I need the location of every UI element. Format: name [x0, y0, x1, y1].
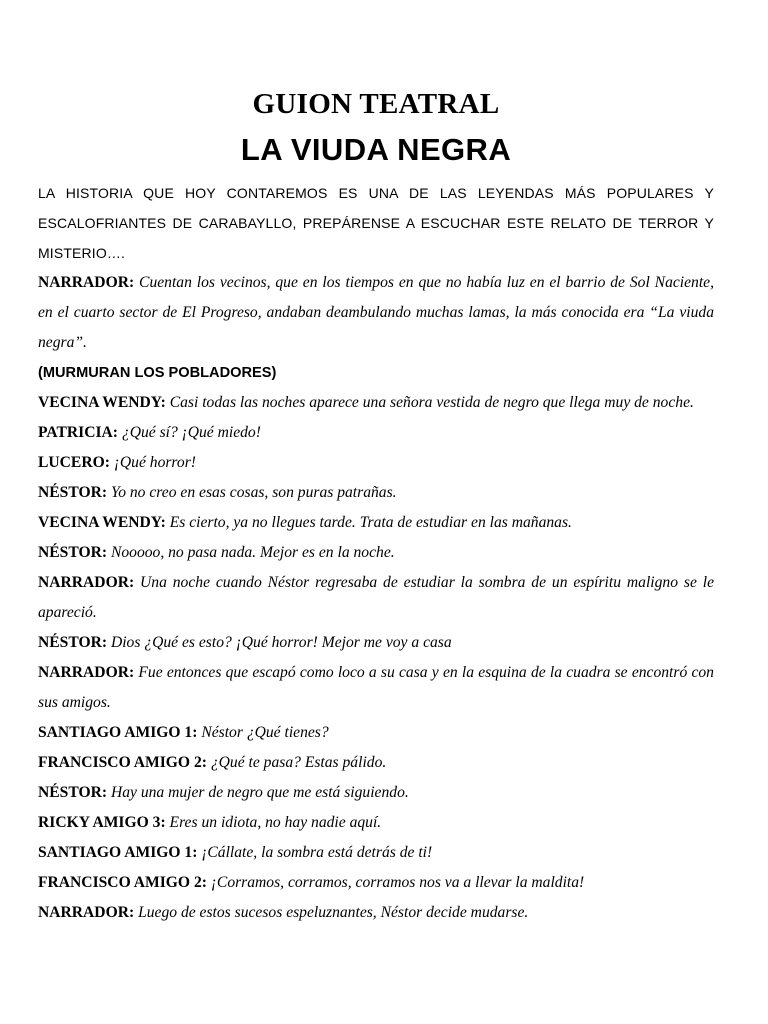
dialogue-line — [38, 718, 714, 748]
dialogue-line — [38, 748, 714, 778]
document-subtitle: GUION TEATRAL — [252, 88, 500, 120]
dialogue-line — [38, 418, 714, 448]
speaker-name: NÉSTOR: — [38, 634, 108, 651]
dialogue-text: ¡Qué horror! — [113, 454, 196, 471]
dialogue-text: Una noche cuando Néstor regresaba de estudiar la sombra de un espíritu maligno se le apareció. — [38, 574, 714, 621]
dialogue-line — [38, 778, 714, 808]
dialogue-line — [38, 478, 714, 508]
dialogue-text: ¡Cállate, la sombra está detrás de ti! — [201, 844, 433, 861]
play-title: LA VIUDA NEGRA — [240, 132, 512, 167]
dialogue-line — [38, 808, 714, 838]
stage-direction — [38, 358, 714, 388]
dialogue-line — [38, 868, 714, 898]
script-body — [38, 178, 714, 928]
script-page — [38, 86, 714, 928]
dialogue-line — [38, 898, 714, 928]
speaker-name: NARRADOR: — [38, 904, 135, 921]
speaker-name: VECINA WENDY: — [38, 514, 166, 531]
speaker-name: LUCERO: — [38, 454, 110, 471]
speaker-name: FRANCISCO AMIGO 2: — [38, 754, 207, 771]
speaker-name: PATRICIA: — [38, 424, 118, 441]
dialogue-line — [38, 568, 714, 628]
dialogue-line — [38, 268, 714, 358]
dialogue-text: Cuentan los vecinos, que en los tiempos en que no había luz en el barrio de Sol Naciente, en el cuarto sector de El Progreso, andaban deambulando muchas lamas, la más conocida era “La viuda negra”. — [38, 274, 714, 351]
intro-paragraph: LA HISTORIA QUE HOY CONTAREMOS ES UNA DE LAS LEYENDAS MÁS POPULARES Y ESCALOFRIANTES DE CARABAYLLO, PREPÁRENSE A ESCUCHAR ESTE RELATO DE TERROR Y MISTERIO…. — [38, 185, 714, 261]
dialogue-text: Hay una mujer de negro que me está siguiendo. — [110, 784, 409, 801]
dialogue-text: ¡Corramos, corramos, corramos nos va a llevar la maldita! — [210, 874, 585, 891]
stage-direction-text: (MURMURAN LOS POBLADORES) — [38, 365, 277, 381]
speaker-name: NÉSTOR: — [38, 784, 108, 801]
dialogue-line — [38, 448, 714, 478]
dialogue-text: Yo no creo en esas cosas, son puras patrañas. — [110, 484, 397, 501]
dialogue-text: Dios ¿Qué es esto? ¡Qué horror! Mejor me voy a casa — [110, 634, 452, 651]
dialogue-text: Es cierto, ya no llegues tarde. Trata de estudiar en las mañanas. — [169, 514, 572, 531]
dialogue-line — [38, 838, 714, 868]
speaker-name: NÉSTOR: — [38, 484, 108, 501]
dialogue-text: ¿Qué sí? ¡Qué miedo! — [121, 424, 261, 441]
script-lines — [38, 268, 714, 928]
dialogue-text: Fue entonces que escapó como loco a su casa y en la esquina de la cuadra se encontró con sus amigos. — [38, 664, 714, 711]
dialogue-line — [38, 508, 714, 538]
dialogue-text: Nooooo, no pasa nada. Mejor es en la noche. — [110, 544, 395, 561]
dialogue-text: Néstor ¿Qué tienes? — [201, 724, 329, 741]
dialogue-text: Eres un idiota, no hay nadie aquí. — [169, 814, 382, 831]
dialogue-text: Casi todas las noches aparece una señora vestida de negro que llega muy de noche. — [169, 394, 694, 411]
speaker-name: NÉSTOR: — [38, 544, 108, 561]
speaker-name: SANTIAGO AMIGO 1: — [38, 844, 198, 861]
dialogue-text: Luego de estos sucesos espeluznantes, Néstor decide mudarse. — [138, 904, 529, 921]
dialogue-line — [38, 658, 714, 718]
speaker-name: NARRADOR: — [38, 664, 135, 681]
dialogue-line — [38, 388, 714, 418]
speaker-name: NARRADOR: — [38, 574, 135, 591]
dialogue-line — [38, 628, 714, 658]
speaker-name: RICKY AMIGO 3: — [38, 814, 166, 831]
speaker-name: VECINA WENDY: — [38, 394, 166, 411]
dialogue-line — [38, 538, 714, 568]
speaker-name: SANTIAGO AMIGO 1: — [38, 724, 198, 741]
speaker-name: NARRADOR: — [38, 274, 135, 291]
speaker-name: FRANCISCO AMIGO 2: — [38, 874, 207, 891]
dialogue-text: ¿Qué te pasa? Estas pálido. — [210, 754, 387, 771]
